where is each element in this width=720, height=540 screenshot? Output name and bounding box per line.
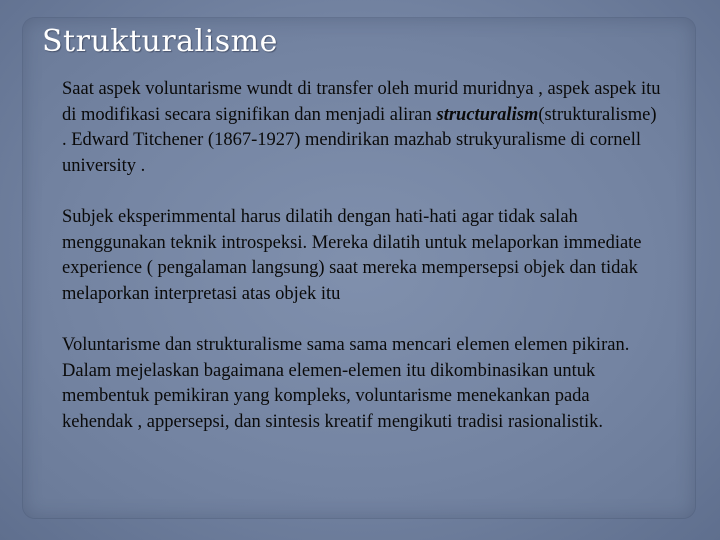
paragraph-introspection: Subjek eksperimmental harus dilatih dengan hati-hati agar tidak salah menggunakan teknik introspeksi. Mereka dilatih untuk melaporkan immediate experience ( pengalaman langsung) saat mereka mempersepsi objek dan tidak melaporkan interpretasi atas objek itu — [62, 206, 642, 304]
slide-body — [62, 77, 662, 435]
emphasized-term: structuralism — [436, 104, 539, 125]
slide-title: Strukturalisme — [42, 24, 278, 59]
paragraph-structuralism-origin — [62, 77, 662, 179]
paragraph-text: (strukturalisme) . Edward Titchener (1867-1927) mendirikan mazhab strukyuralisme di cornell university . — [62, 104, 657, 176]
paragraph-comparison: Voluntarisme dan strukturalisme sama sama mencari elemen elemen pikiran. Dalam mejelaskan bagaimana elemen-elemen itu dikombinasikan untuk membentuk pemikiran yang kompleks, voluntarisme menekankan pada kehendak , appersepsi, dan sintesis kreatif mengikuti tradisi rasionalistik. — [62, 334, 630, 432]
paragraph-text: Saat aspek voluntarisme wundt di transfer oleh murid muridnya , aspek aspek itu di modifikasi secara signifikan dan menjadi aliran — [62, 79, 661, 125]
